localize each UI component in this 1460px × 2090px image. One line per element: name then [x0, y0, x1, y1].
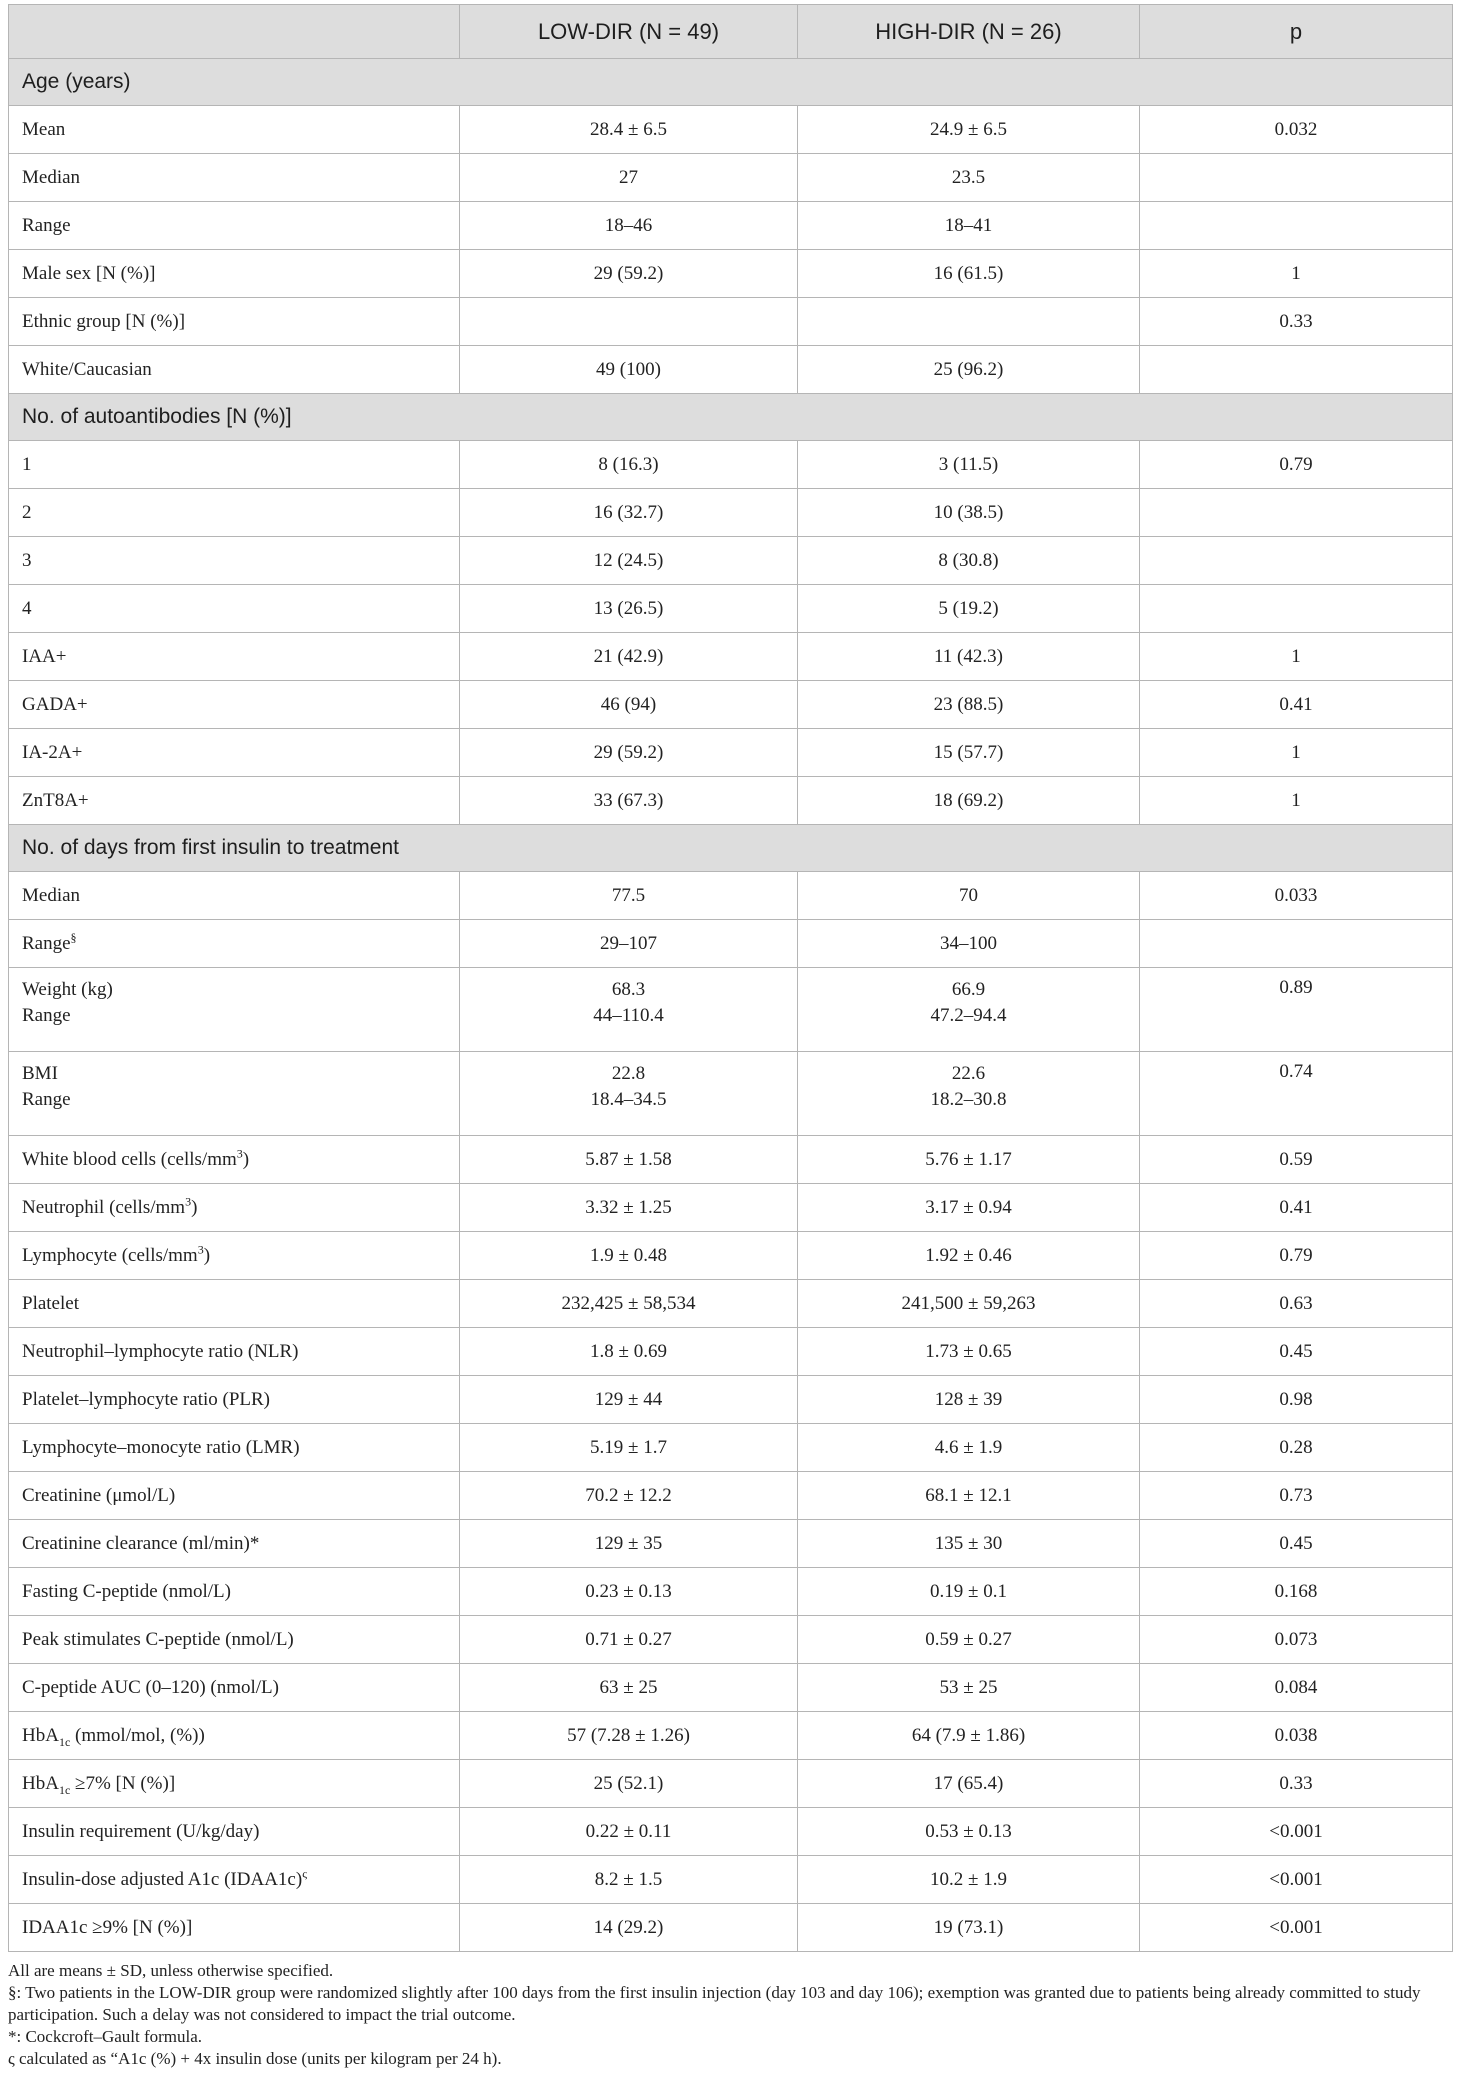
row-label-suffix: )	[203, 1244, 211, 1266]
row-label	[9, 920, 460, 968]
cell-low-dir: 29 (59.2)	[460, 250, 798, 298]
cell-low-dir: 25 (52.1)	[460, 1760, 798, 1808]
header-label	[9, 5, 460, 59]
row-label-subscript: 1c	[58, 1734, 71, 1749]
cell-p-value: 0.98	[1140, 1376, 1453, 1424]
table-row	[9, 250, 1453, 298]
row-label	[9, 1328, 460, 1376]
row-label	[9, 1136, 460, 1184]
row-label-text: Range	[22, 214, 71, 236]
footnote: *: Cockcroft–Gault formula.	[8, 2027, 203, 2046]
cell-high-dir: 18 (69.2)	[798, 777, 1140, 825]
row-label-line	[22, 930, 77, 954]
row-label	[9, 1280, 460, 1328]
cell-p-value	[1140, 920, 1453, 968]
row-label	[9, 1376, 460, 1424]
cell-low-dir: 49 (100)	[460, 346, 798, 394]
cell-high-dir: 19 (73.1)	[798, 1904, 1140, 1952]
row-label-line	[22, 359, 152, 380]
cell-p-value: 0.033	[1140, 872, 1453, 920]
cell-p-value: 0.59	[1140, 1136, 1453, 1184]
row-label-line	[22, 1866, 307, 1890]
row-label-line-2: Range	[22, 1089, 71, 1110]
cell-p-value	[1140, 537, 1453, 585]
header-low-dir: LOW-DIR (N = 49)	[460, 5, 798, 59]
table-row	[9, 537, 1453, 585]
cell-low-dir: 232,425 ± 58,534	[460, 1280, 798, 1328]
cell-low-range: 44–110.4	[593, 1005, 664, 1026]
row-label	[9, 1616, 460, 1664]
cell-p-value: 0.79	[1140, 441, 1453, 489]
cell-p-value: <0.001	[1140, 1808, 1453, 1856]
table-row	[9, 1424, 1453, 1472]
row-label-text: White/Caucasian	[22, 358, 152, 380]
row-label	[9, 1472, 460, 1520]
row-label-text: Range	[22, 932, 71, 954]
cell-p-value: 0.45	[1140, 1520, 1453, 1568]
row-label-line	[22, 598, 32, 619]
row-label-superscript: ς	[302, 1866, 307, 1881]
table-row	[9, 489, 1453, 537]
cell-p-value: 0.168	[1140, 1568, 1453, 1616]
cell-p-value: 0.41	[1140, 681, 1453, 729]
cell-high-dir: 0.53 ± 0.13	[798, 1808, 1140, 1856]
section-title: Age (years)	[9, 59, 1453, 106]
row-label-text: Peak stimulates C-peptide (nmol/L)	[22, 1628, 294, 1650]
table-row	[9, 1712, 1453, 1760]
cell-low-dir	[460, 298, 798, 346]
cell-low-dir: 18–46	[460, 202, 798, 250]
row-label-line	[22, 1485, 175, 1506]
row-label-line	[22, 1629, 294, 1650]
row-label-superscript: 3	[236, 1146, 243, 1161]
row-label-text: HbA	[22, 1772, 59, 1794]
cell-low-dir: 29–107	[460, 920, 798, 968]
cell-high-value: 66.9	[951, 979, 986, 1000]
cell-low-dir: 57 (7.28 ± 1.26)	[460, 1712, 798, 1760]
footnote: §: Two patients in the LOW-DIR group were randomized slightly after 100 days from the first insulin injection (day 103 and day 106); exemption was granted due to patients being already committed to study participation. Such a delay was not considered to impact the trial outcome.	[8, 1983, 1421, 2024]
cell-p-value: 0.28	[1140, 1424, 1453, 1472]
row-label-line	[22, 646, 67, 667]
cell-p-value: 0.073	[1140, 1616, 1453, 1664]
row-label-suffix: ≥7% [N (%)]	[70, 1772, 176, 1794]
row-label-text: Insulin-dose adjusted A1c (IDAA1c)	[22, 1868, 303, 1890]
row-label-text: IAA+	[22, 645, 67, 667]
row-label-text: Lymphocyte–monocyte ratio (LMR)	[22, 1436, 300, 1458]
cell-high-dir: 0.59 ± 0.27	[798, 1616, 1140, 1664]
row-label-line	[22, 1061, 459, 1087]
row-label-line	[22, 885, 80, 906]
table-row	[9, 1376, 1453, 1424]
table-row	[9, 346, 1453, 394]
table-row	[9, 1136, 1453, 1184]
cell-high-dir: 1.73 ± 0.65	[798, 1328, 1140, 1376]
row-label-line	[22, 1293, 79, 1314]
cell-low-dir: 28.4 ± 6.5	[460, 106, 798, 154]
cell-high-dir: 23.5	[798, 154, 1140, 202]
cell-low-dir: 8.2 ± 1.5	[460, 1856, 798, 1904]
row-label-text: 3	[22, 549, 32, 571]
table-row	[9, 1664, 1453, 1712]
cell-low-dir	[460, 968, 798, 1052]
table-row	[9, 1856, 1453, 1904]
cell-p-value: 1	[1140, 250, 1453, 298]
row-label-text: Creatinine (μmol/L)	[22, 1484, 176, 1506]
cell-high-dir: 1.92 ± 0.46	[798, 1232, 1140, 1280]
table-row	[9, 777, 1453, 825]
row-label-text: BMI	[22, 1063, 58, 1084]
header-row	[9, 5, 1453, 59]
table-row	[9, 872, 1453, 920]
row-label	[9, 202, 460, 250]
row-label	[9, 489, 460, 537]
section-title: No. of autoantibodies [N (%)]	[9, 394, 1453, 441]
row-label	[9, 1664, 460, 1712]
cell-high-dir: 3.17 ± 0.94	[798, 1184, 1140, 1232]
row-label-text: Mean	[22, 118, 66, 140]
row-label-line	[22, 454, 32, 475]
row-label-text: Weight (kg)	[22, 979, 113, 1000]
cell-high-dir: 25 (96.2)	[798, 346, 1140, 394]
cell-p-value: 0.74	[1140, 1052, 1453, 1136]
footnotes	[8, 1960, 1452, 2070]
cell-low-dir: 21 (42.9)	[460, 633, 798, 681]
row-label	[9, 1808, 460, 1856]
cell-high-range: 47.2–94.4	[930, 1005, 1007, 1026]
row-label	[9, 441, 460, 489]
row-label-line	[22, 119, 65, 140]
cell-high-dir	[798, 968, 1140, 1052]
cell-high-dir: 70	[798, 872, 1140, 920]
cell-p-value: <0.001	[1140, 1904, 1453, 1952]
cell-p-value: 0.45	[1140, 1328, 1453, 1376]
row-label	[9, 1760, 460, 1808]
row-label	[9, 585, 460, 633]
table-row	[9, 729, 1453, 777]
cell-low-dir: 129 ± 44	[460, 1376, 798, 1424]
row-label	[9, 968, 460, 1052]
table-body	[9, 59, 1453, 1952]
cell-low-range: 18.4–34.5	[590, 1089, 667, 1110]
cell-p-value: 0.89	[1140, 968, 1453, 1052]
header-p: p	[1140, 5, 1453, 59]
cell-p-value: 0.63	[1140, 1280, 1453, 1328]
row-label-text: Insulin requirement (U/kg/day)	[22, 1820, 260, 1842]
cell-p-value: 1	[1140, 633, 1453, 681]
row-label-text: 2	[22, 501, 32, 523]
row-label-line	[22, 1389, 270, 1410]
cell-low-dir: 129 ± 35	[460, 1520, 798, 1568]
row-label-superscript: 3	[197, 1242, 204, 1257]
row-label	[9, 1184, 460, 1232]
cell-high-dir: 241,500 ± 59,263	[798, 1280, 1140, 1328]
cell-high-dir: 53 ± 25	[798, 1664, 1140, 1712]
table-row	[9, 1232, 1453, 1280]
cell-p-value: 0.33	[1140, 1760, 1453, 1808]
row-label-text: 1	[22, 453, 32, 475]
row-label-line	[22, 1533, 259, 1554]
row-label-text: Platelet–lymphocyte ratio (PLR)	[22, 1388, 271, 1410]
row-label-line	[22, 1677, 279, 1698]
table-row	[9, 681, 1453, 729]
footnote: ς calculated as “A1c (%) + 4x insulin dose (units per kilogram per 24 h).	[8, 2049, 502, 2068]
table-row	[9, 1184, 1453, 1232]
cell-p-value: 0.038	[1140, 1712, 1453, 1760]
cell-low-dir: 12 (24.5)	[460, 537, 798, 585]
row-label	[9, 250, 460, 298]
row-label-text: ZnT8A+	[22, 789, 89, 811]
cell-low-dir: 29 (59.2)	[460, 729, 798, 777]
table-container	[8, 4, 1452, 2070]
baseline-characteristics-table	[8, 4, 1453, 1952]
row-label-text: Male sex [N (%)]	[22, 262, 156, 284]
cell-p-value	[1140, 154, 1453, 202]
cell-low-dir: 27	[460, 154, 798, 202]
cell-high-dir: 8 (30.8)	[798, 537, 1140, 585]
row-label	[9, 872, 460, 920]
table-row	[9, 106, 1453, 154]
row-label-line	[22, 1581, 231, 1602]
cell-low-dir: 1.9 ± 0.48	[460, 1232, 798, 1280]
row-label	[9, 1232, 460, 1280]
section-header-row	[9, 394, 1453, 441]
cell-high-value: 22.6	[951, 1063, 986, 1084]
table-row	[9, 1616, 1453, 1664]
cell-high-dir	[798, 298, 1140, 346]
row-label-line	[22, 1724, 205, 1749]
row-label	[9, 298, 460, 346]
cell-low-dir: 16 (32.7)	[460, 489, 798, 537]
row-label-line	[22, 977, 459, 1003]
row-label	[9, 1712, 460, 1760]
cell-low-dir: 13 (26.5)	[460, 585, 798, 633]
section-header-row	[9, 825, 1453, 872]
table-row	[9, 1328, 1453, 1376]
row-label-line-2: Range	[22, 1005, 71, 1026]
cell-high-dir: 24.9 ± 6.5	[798, 106, 1140, 154]
row-label-text: 4	[22, 597, 32, 619]
row-label	[9, 1856, 460, 1904]
cell-low-dir: 77.5	[460, 872, 798, 920]
row-label	[9, 537, 460, 585]
row-label-line	[22, 1194, 198, 1218]
cell-low-dir: 0.23 ± 0.13	[460, 1568, 798, 1616]
table-row	[9, 968, 1453, 1052]
cell-high-dir: 15 (57.7)	[798, 729, 1140, 777]
cell-low-dir: 14 (29.2)	[460, 1904, 798, 1952]
cell-high-dir: 5 (19.2)	[798, 585, 1140, 633]
row-label-line	[22, 694, 88, 715]
table-row	[9, 1808, 1453, 1856]
row-label	[9, 681, 460, 729]
cell-p-value: 1	[1140, 729, 1453, 777]
row-label-text: Median	[22, 166, 81, 188]
row-label	[9, 1568, 460, 1616]
cell-high-dir: 68.1 ± 12.1	[798, 1472, 1140, 1520]
table-row	[9, 920, 1453, 968]
cell-low-dir: 1.8 ± 0.69	[460, 1328, 798, 1376]
row-label-suffix: )	[242, 1148, 250, 1170]
row-label	[9, 346, 460, 394]
cell-high-dir: 34–100	[798, 920, 1140, 968]
row-label-text: IA-2A+	[22, 741, 83, 763]
row-label-text: HbA	[22, 1724, 59, 1746]
cell-p-value: <0.001	[1140, 1856, 1453, 1904]
cell-high-dir: 5.76 ± 1.17	[798, 1136, 1140, 1184]
row-label-line	[22, 550, 32, 571]
row-label-text: Platelet	[22, 1292, 79, 1314]
footnote: All are means ± SD, unless otherwise specified.	[8, 1961, 334, 1980]
row-label-text: Neutrophil–lymphocyte ratio (NLR)	[22, 1340, 299, 1362]
cell-high-dir: 23 (88.5)	[798, 681, 1140, 729]
row-label-text: C-peptide AUC (0–120) (nmol/L)	[22, 1676, 279, 1698]
cell-high-dir: 128 ± 39	[798, 1376, 1140, 1424]
cell-low-dir: 0.22 ± 0.11	[460, 1808, 798, 1856]
cell-p-value: 0.73	[1140, 1472, 1453, 1520]
row-label-line	[22, 790, 89, 811]
row-label-line	[22, 1437, 300, 1458]
cell-high-dir: 10 (38.5)	[798, 489, 1140, 537]
header-high-dir: HIGH-DIR (N = 26)	[798, 5, 1140, 59]
table-row	[9, 1052, 1453, 1136]
row-label	[9, 106, 460, 154]
cell-high-dir: 18–41	[798, 202, 1140, 250]
cell-low-dir: 3.32 ± 1.25	[460, 1184, 798, 1232]
row-label-text: Median	[22, 884, 81, 906]
table-row	[9, 1760, 1453, 1808]
row-label-text: Neutrophil (cells/mm	[22, 1196, 186, 1218]
table-row	[9, 633, 1453, 681]
cell-high-dir: 10.2 ± 1.9	[798, 1856, 1140, 1904]
row-label-suffix: (mmol/mol, (%))	[70, 1724, 205, 1746]
table-row	[9, 298, 1453, 346]
row-label	[9, 1424, 460, 1472]
row-label-line	[22, 1772, 176, 1797]
row-label	[9, 729, 460, 777]
table-row	[9, 154, 1453, 202]
row-label-line	[22, 1146, 250, 1170]
cell-high-dir: 4.6 ± 1.9	[798, 1424, 1140, 1472]
row-label-superscript: §	[70, 930, 77, 945]
cell-p-value: 0.084	[1140, 1664, 1453, 1712]
cell-high-range: 18.2–30.8	[930, 1089, 1007, 1110]
cell-p-value: 0.33	[1140, 298, 1453, 346]
cell-low-dir: 5.19 ± 1.7	[460, 1424, 798, 1472]
table-row	[9, 1472, 1453, 1520]
row-label-line	[22, 502, 32, 523]
row-label-suffix: )	[191, 1196, 198, 1218]
row-label-text: Fasting C-peptide (nmol/L)	[22, 1580, 231, 1602]
table-row	[9, 1904, 1453, 1952]
cell-p-value: 1	[1140, 777, 1453, 825]
table-row	[9, 585, 1453, 633]
row-label-line	[22, 742, 82, 763]
row-label	[9, 777, 460, 825]
row-label-superscript: 3	[185, 1194, 192, 1209]
section-header-row	[9, 59, 1453, 106]
row-label	[9, 1520, 460, 1568]
table-row	[9, 441, 1453, 489]
row-label-line	[22, 215, 71, 236]
row-label-text: GADA+	[22, 693, 88, 715]
table-row	[9, 1280, 1453, 1328]
row-label-line	[22, 1917, 192, 1938]
cell-p-value: 0.79	[1140, 1232, 1453, 1280]
table-row	[9, 202, 1453, 250]
table-row	[9, 1568, 1453, 1616]
cell-high-dir: 64 (7.9 ± 1.86)	[798, 1712, 1140, 1760]
cell-low-dir: 70.2 ± 12.2	[460, 1472, 798, 1520]
cell-p-value: 0.032	[1140, 106, 1453, 154]
cell-low-dir: 33 (67.3)	[460, 777, 798, 825]
cell-p-value	[1140, 202, 1453, 250]
row-label-text: Creatinine clearance (ml/min)*	[22, 1532, 260, 1554]
cell-high-dir: 16 (61.5)	[798, 250, 1140, 298]
row-label-line	[22, 167, 80, 188]
row-label-text: Lymphocyte (cells/mm	[22, 1244, 198, 1266]
row-label-text: Ethnic group [N (%)]	[22, 310, 186, 332]
cell-high-dir: 135 ± 30	[798, 1520, 1140, 1568]
cell-low-dir: 63 ± 25	[460, 1664, 798, 1712]
row-label-text: IDAA1c ≥9% [N (%)]	[22, 1916, 193, 1938]
table-row	[9, 1520, 1453, 1568]
section-title: No. of days from first insulin to treatment	[9, 825, 1453, 872]
row-label-line	[22, 1821, 259, 1842]
row-label-subscript: 1c	[58, 1782, 71, 1797]
cell-high-dir: 3 (11.5)	[798, 441, 1140, 489]
cell-low-dir: 0.71 ± 0.27	[460, 1616, 798, 1664]
cell-low-value: 68.3	[611, 979, 646, 1000]
cell-low-dir: 8 (16.3)	[460, 441, 798, 489]
cell-p-value	[1140, 346, 1453, 394]
cell-low-value: 22.8	[611, 1063, 646, 1084]
row-label-line	[22, 1242, 211, 1266]
row-label-text: White blood cells (cells/mm	[22, 1148, 237, 1170]
cell-p-value: 0.41	[1140, 1184, 1453, 1232]
cell-p-value	[1140, 489, 1453, 537]
cell-high-dir: 17 (65.4)	[798, 1760, 1140, 1808]
row-label	[9, 1904, 460, 1952]
cell-p-value	[1140, 585, 1453, 633]
cell-high-dir: 11 (42.3)	[798, 633, 1140, 681]
row-label-line	[22, 1341, 299, 1362]
cell-high-dir	[798, 1052, 1140, 1136]
cell-low-dir	[460, 1052, 798, 1136]
row-label	[9, 1052, 460, 1136]
cell-low-dir: 46 (94)	[460, 681, 798, 729]
row-label	[9, 633, 460, 681]
row-label-line	[22, 263, 155, 284]
cell-high-dir: 0.19 ± 0.1	[798, 1568, 1140, 1616]
row-label-line	[22, 311, 185, 332]
row-label	[9, 154, 460, 202]
cell-low-dir: 5.87 ± 1.58	[460, 1136, 798, 1184]
